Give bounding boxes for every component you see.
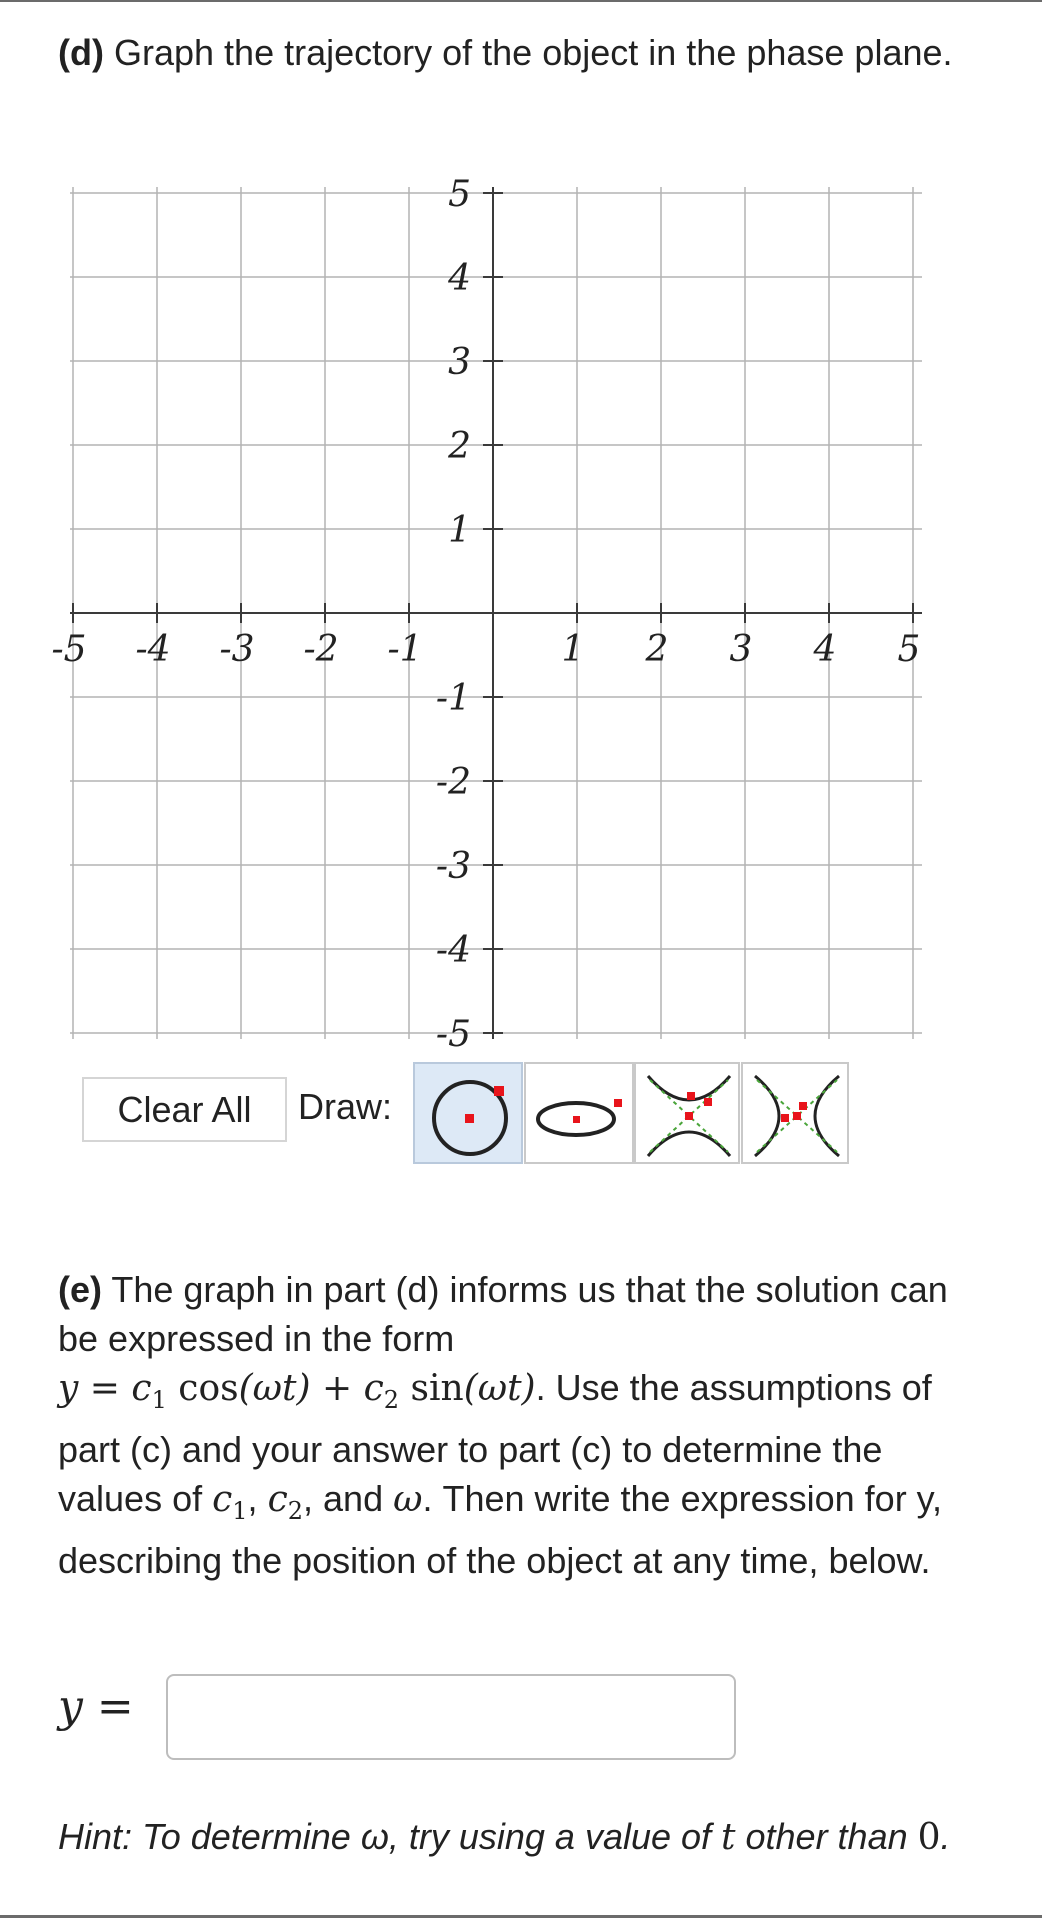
bottom-border bbox=[0, 1915, 1042, 1918]
y-tick-label: 5 bbox=[448, 174, 471, 215]
part-d-label: (d) bbox=[58, 32, 104, 73]
y-tick-label: -3 bbox=[435, 846, 471, 887]
part-e-text-3: . Then write the expression for y, describing the position of the object at any time, below. bbox=[58, 1478, 943, 1582]
solution-form-formula: $y = c_1$ $\cos(\omega t) + c_2$ sin(ωt) bbox=[58, 1368, 536, 1415]
x-tick-label: -5 bbox=[51, 629, 87, 670]
ellipse-tool-button[interactable] bbox=[524, 1062, 634, 1164]
x-tick-label: 4 bbox=[813, 629, 837, 670]
x-tick-label: -4 bbox=[135, 629, 171, 670]
part-d-heading bbox=[58, 28, 998, 77]
part-e-text-2: . Use the assumptions of part (c) and your answer to part (c) to determine the values of bbox=[58, 1367, 932, 1520]
x-tick-labels bbox=[51, 629, 920, 670]
x-tick-label: 3 bbox=[729, 629, 753, 670]
part-d-text: Graph the trajectory of the object in the phase plane. bbox=[113, 32, 953, 73]
x-tick-label: 5 bbox=[897, 629, 921, 670]
circle-tool-button[interactable] bbox=[413, 1062, 523, 1164]
y-tick-label: 2 bbox=[448, 426, 471, 467]
answer-prefix: y = bbox=[58, 1681, 134, 1732]
hyperbola-vertical-tool-button[interactable] bbox=[634, 1062, 740, 1164]
y-tick-label: 4 bbox=[448, 258, 471, 299]
hint-text: Hint: To determine ω, try using a value of t other than 0. bbox=[58, 1816, 951, 1858]
x-tick-label: 2 bbox=[645, 629, 669, 670]
y-tick-label: -5 bbox=[435, 1014, 471, 1050]
var-c2: $c_2$ bbox=[267, 1479, 304, 1526]
answer-input[interactable] bbox=[166, 1674, 736, 1760]
part-e-text-1: The graph in part (d) informs us that the solution can be expressed in the form bbox=[58, 1269, 948, 1359]
part-e-label: (e) bbox=[58, 1269, 102, 1310]
x-tick-label: 1 bbox=[561, 629, 585, 670]
x-tick-label: -1 bbox=[387, 629, 423, 670]
circle-icon bbox=[415, 1064, 525, 1166]
part-e-text: (e) The graph in part (d) informs us that the solution can be expressed in the form $y = c_1$ $\cos(\omega t) + c_2$ sin(ωt). Use the assumptions of part (c) and your answer to part (c) to determine the values of $c_1$, $c_2$, and ω. Then write the expression for y, describing the position of the object at any time, below. bbox=[58, 1269, 948, 1582]
ellipse-icon bbox=[526, 1064, 636, 1166]
x-tick-label: -3 bbox=[219, 629, 255, 670]
var-omega: ω bbox=[393, 1479, 423, 1521]
y-tick-label: -1 bbox=[435, 678, 471, 719]
top-border bbox=[0, 0, 1042, 2]
draw-label: Draw: bbox=[298, 1086, 393, 1127]
phase-plane-graph[interactable] bbox=[0, 170, 1042, 1050]
clear-all-button[interactable]: Clear All bbox=[82, 1077, 287, 1142]
y-tick-label: -2 bbox=[435, 762, 471, 803]
hyperbola-horizontal-icon bbox=[743, 1064, 851, 1166]
x-tick-label: -2 bbox=[303, 629, 339, 670]
y-tick-label: 3 bbox=[448, 342, 471, 383]
hyperbola-horizontal-tool-button[interactable] bbox=[741, 1062, 849, 1164]
var-c1: $c_1$ bbox=[212, 1479, 248, 1526]
y-tick-label: 1 bbox=[448, 510, 471, 551]
axes bbox=[70, 187, 922, 1039]
hyperbola-vertical-icon bbox=[636, 1064, 742, 1166]
y-tick-label: -4 bbox=[435, 930, 471, 971]
